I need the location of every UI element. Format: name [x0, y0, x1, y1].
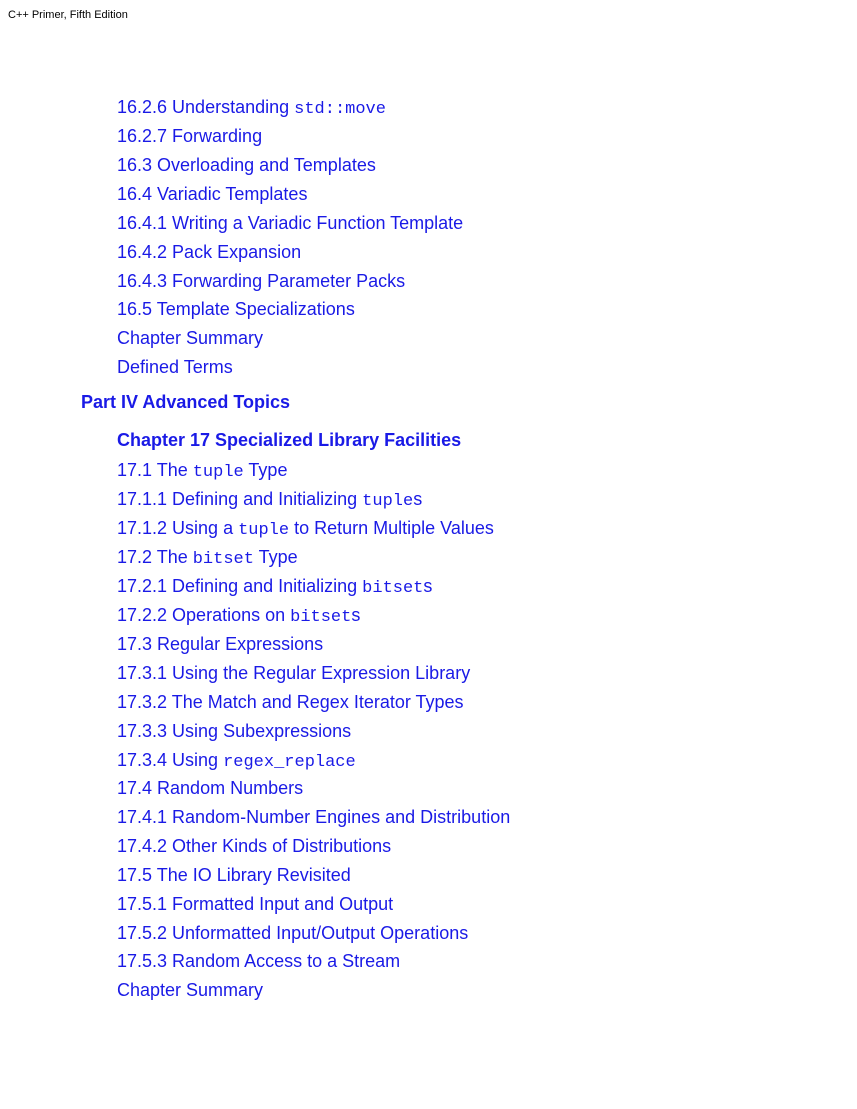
toc-link-16-4-3[interactable]: 16.4.3 Forwarding Parameter Packs — [117, 271, 406, 291]
toc-link-17-3[interactable]: 17.3 Regular Expressions — [117, 634, 324, 654]
toc-link-16-5[interactable]: 16.5 Template Specializations — [117, 299, 355, 319]
toc-link-17-4-2[interactable]: 17.4.2 Other Kinds of Distributions — [117, 836, 392, 856]
toc-link-16-4-1[interactable]: 16.4.1 Writing a Variadic Function Template — [117, 213, 464, 233]
toc-link-code: tuple — [192, 463, 244, 482]
toc-link-text: s — [351, 605, 361, 625]
toc-link-code: std::move — [294, 100, 386, 119]
toc-link-16-4-2[interactable]: 16.4.2 Pack Expansion — [117, 242, 302, 262]
toc-link-17-5[interactable]: 17.5 The IO Library Revisited — [117, 865, 351, 885]
toc-link-text: s — [423, 576, 433, 596]
toc-link-code: tuple — [362, 492, 414, 511]
toc-link-text: 17.2.1 Defining and Initializing — [117, 576, 363, 596]
toc-link-17-2-2[interactable] — [117, 604, 360, 629]
toc-link-code: tuple — [238, 521, 290, 540]
toc-link-code: bitset — [362, 579, 424, 598]
toc-link-text: 17.2.2 Operations on — [117, 605, 291, 625]
toc-link-text: Type — [253, 547, 298, 567]
toc-link-17-1-2[interactable] — [117, 517, 494, 542]
book-title-header: C++ Primer, Fifth Edition — [8, 9, 128, 21]
toc-link-text: 17.3.4 Using — [117, 750, 224, 770]
toc-link-code: regex_replace — [223, 753, 356, 772]
toc-link-17-1-1[interactable] — [117, 488, 422, 513]
toc-link-17-3-3[interactable]: 17.3.3 Using Subexpressions — [117, 721, 352, 741]
toc-link-16-2-7[interactable]: 16.2.7 Forwarding — [117, 126, 263, 146]
toc-link-ch17-summary[interactable]: Chapter Summary — [117, 980, 264, 1000]
toc-link-17-3-1[interactable]: 17.3.1 Using the Regular Expression Library — [117, 663, 471, 683]
toc-link-17-5-3[interactable]: 17.5.3 Random Access to a Stream — [117, 951, 401, 971]
toc-link-part-4[interactable]: Part IV Advanced Topics — [81, 392, 291, 412]
toc-link-16-3[interactable]: 16.3 Overloading and Templates — [117, 155, 376, 175]
toc-link-text: to Return Multiple Values — [289, 518, 494, 538]
toc-link-code: bitset — [192, 550, 254, 569]
toc-link-text: Type — [243, 460, 288, 480]
toc-link-17-5-2[interactable]: 17.5.2 Unformatted Input/Output Operations — [117, 923, 469, 943]
toc-link-text: 16.2.6 Understanding — [117, 97, 295, 117]
toc-link-17-4-1[interactable]: 17.4.1 Random-Number Engines and Distribution — [117, 807, 511, 827]
toc-link-16-2-6[interactable] — [117, 96, 386, 121]
toc-link-code: bitset — [290, 608, 352, 627]
toc-link-text: 17.2 The — [117, 547, 193, 567]
toc-link-17-3-4[interactable] — [117, 749, 356, 774]
toc-link-17-4[interactable]: 17.4 Random Numbers — [117, 778, 304, 798]
toc-link-text: 17.1 The — [117, 460, 193, 480]
toc-link-17-5-1[interactable]: 17.5.1 Formatted Input and Output — [117, 894, 394, 914]
toc-link-16-4[interactable]: 16.4 Variadic Templates — [117, 184, 308, 204]
toc-link-17-3-2[interactable]: 17.3.2 The Match and Regex Iterator Types — [117, 692, 464, 712]
toc-link-17-2[interactable] — [117, 546, 298, 571]
toc-link-text: s — [413, 489, 423, 509]
toc-link-text: 17.1.2 Using a — [117, 518, 239, 538]
toc-link-17-2-1[interactable] — [117, 575, 432, 600]
toc-link-chapter-17[interactable]: Chapter 17 Specialized Library Facilities — [117, 430, 462, 450]
toc-link-17-1[interactable] — [117, 459, 287, 484]
toc-link-text: 17.1.1 Defining and Initializing — [117, 489, 363, 509]
toc-link-ch16-summary[interactable]: Chapter Summary — [117, 328, 264, 348]
toc-link-ch16-defined-terms[interactable]: Defined Terms — [117, 357, 233, 377]
